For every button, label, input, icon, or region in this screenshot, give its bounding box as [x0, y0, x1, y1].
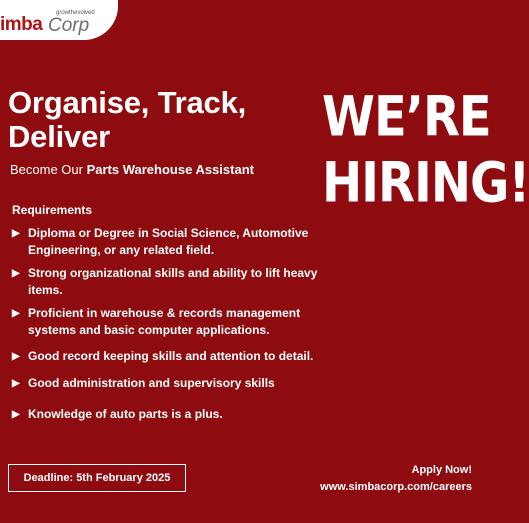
deadline-text: Deadline: 5th February 2025: [23, 472, 171, 484]
hiring-banner: [322, 84, 529, 216]
list-item: [12, 305, 342, 339]
apply-section: [320, 462, 472, 496]
logo-corp: Corp: [48, 15, 90, 36]
logo-brand: imba: [0, 14, 43, 35]
apply-now-label: Apply Now!: [411, 464, 472, 476]
list-item: [12, 406, 342, 423]
logo-tagline: growthevolved: [56, 10, 95, 16]
headline: [8, 86, 246, 154]
triangle-right-icon: ▶: [12, 268, 20, 279]
subheading: [10, 162, 254, 177]
list-item-text: Strong organizational skills and ability to lift heavy items.: [28, 266, 318, 297]
triangle-right-icon: ▶: [12, 228, 20, 239]
list-item-text: Diploma or Degree in Social Science, Automotive Engineering, or any related field.: [28, 226, 309, 257]
triangle-right-icon: ▶: [12, 351, 20, 362]
headline-line1: Organise, Track,: [8, 85, 247, 120]
list-item: [12, 265, 342, 299]
requirements-title: Requirements: [12, 203, 93, 217]
hiring-line1: WE’RE: [322, 84, 491, 150]
list-item: [12, 225, 342, 259]
subheading-prefix: Become Our: [10, 162, 87, 177]
headline-line2: Deliver: [8, 119, 110, 154]
triangle-right-icon: ▶: [12, 409, 20, 420]
deadline-badge: [8, 464, 186, 492]
list-item-text: Good administration and supervisory skills: [28, 376, 275, 390]
list-item: [12, 375, 342, 392]
list-item-text: Proficient in warehouse & records management systems and basic computer applications.: [28, 306, 301, 337]
list-item: [12, 348, 342, 365]
triangle-right-icon: ▶: [12, 308, 20, 319]
triangle-right-icon: ▶: [12, 378, 20, 389]
subheading-role: Parts Warehouse Assistant: [86, 162, 254, 177]
logo: [0, 0, 118, 40]
hiring-line2: HIRING!: [322, 150, 529, 216]
list-item-text: Good record keeping skills and attention to detail.: [28, 349, 314, 363]
list-item-text: Knowledge of auto parts is a plus.: [28, 407, 223, 421]
careers-link[interactable]: www.simbacorp.com/careers: [320, 481, 472, 493]
